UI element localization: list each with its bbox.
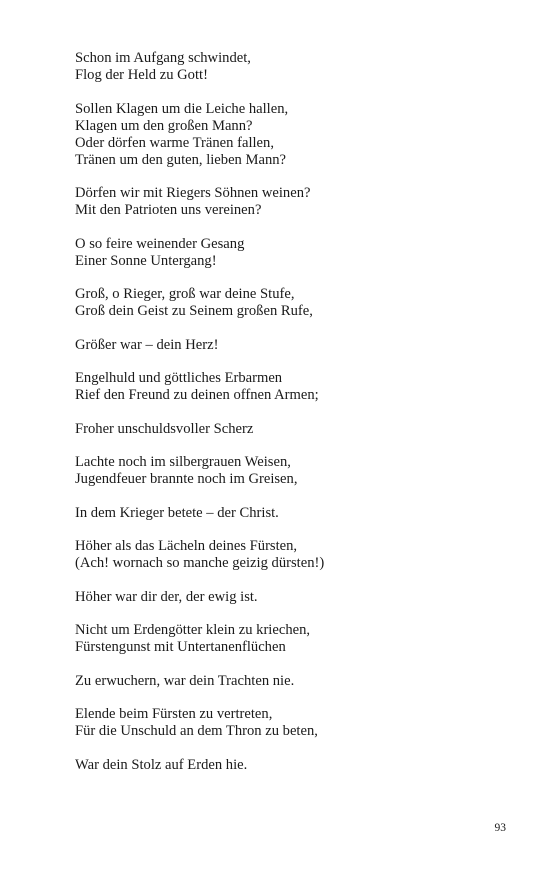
page-number: 93 bbox=[494, 822, 506, 834]
verse-line: Fürstengunst mit Untertanenflüchen bbox=[75, 639, 286, 655]
verse-line: Höher war dir der, der ewig ist. bbox=[75, 588, 258, 605]
verse-line: Jugendfeuer brannte noch im Greisen, bbox=[75, 471, 298, 487]
verse-line: Rief den Freund zu deinen offnen Armen; bbox=[75, 387, 319, 403]
verse-line: Größer war – dein Herz! bbox=[75, 336, 219, 353]
stanza bbox=[75, 706, 515, 740]
verse-line: Elende beim Fürsten zu vertreten, bbox=[75, 706, 273, 722]
stanza bbox=[75, 622, 515, 656]
verse-line: Engelhuld und göttliches Erbarmen bbox=[75, 370, 283, 386]
verse-line: Höher als das Lächeln deines Fürsten, bbox=[75, 538, 298, 554]
verse-line: Sollen Klagen um die Leiche hallen, bbox=[75, 100, 289, 117]
verse-line: Schon im Aufgang schwindet, bbox=[75, 50, 251, 66]
verse-line: Einer Sonne Untergang! bbox=[75, 252, 217, 269]
verse-line: Zu erwuchern, war dein Trachten nie. bbox=[75, 672, 295, 689]
verse-line: Froher unschuldsvoller Scherz bbox=[75, 420, 254, 437]
stanza bbox=[75, 454, 515, 488]
verse-line: O so feire weinender Gesang bbox=[75, 235, 245, 252]
verse-line: Tränen um den guten, lieben Mann? bbox=[75, 151, 287, 168]
verse-line: Oder dörfen warme Tränen fallen, bbox=[75, 134, 274, 151]
verse-line: Für die Unschuld an dem Thron zu beten, bbox=[75, 723, 318, 739]
poem-text bbox=[75, 50, 515, 790]
stanza bbox=[75, 370, 515, 404]
stanza bbox=[75, 757, 515, 774]
stanza bbox=[75, 673, 515, 690]
stanza bbox=[75, 101, 515, 169]
stanza bbox=[75, 505, 515, 522]
stanza bbox=[75, 337, 515, 354]
stanza bbox=[75, 286, 515, 320]
verse-line: Groß, o Rieger, groß war deine Stufe, bbox=[75, 286, 295, 302]
verse-line: Lachte noch im silbergrauen Weisen, bbox=[75, 454, 291, 470]
verse-line: Dörfen wir mit Riegers Söhnen weinen? bbox=[75, 185, 311, 201]
verse-line: (Ach! wornach so manche geizig dürsten!) bbox=[75, 555, 325, 571]
verse-line: Groß dein Geist zu Seinem großen Rufe, bbox=[75, 303, 313, 319]
stanza bbox=[75, 236, 515, 270]
stanza bbox=[75, 421, 515, 438]
stanza bbox=[75, 589, 515, 606]
verse-line: In dem Krieger betete – der Christ. bbox=[75, 504, 279, 521]
stanza bbox=[75, 185, 515, 219]
verse-line: War dein Stolz auf Erden hie. bbox=[75, 756, 248, 773]
verse-line: Klagen um den großen Mann? bbox=[75, 117, 253, 134]
verse-line: Nicht um Erdengötter klein zu kriechen, bbox=[75, 622, 311, 638]
verse-line: Flog der Held zu Gott! bbox=[75, 67, 208, 83]
verse-line: Mit den Patrioten uns vereinen? bbox=[75, 202, 262, 218]
stanza bbox=[75, 538, 515, 572]
stanza bbox=[75, 50, 515, 84]
